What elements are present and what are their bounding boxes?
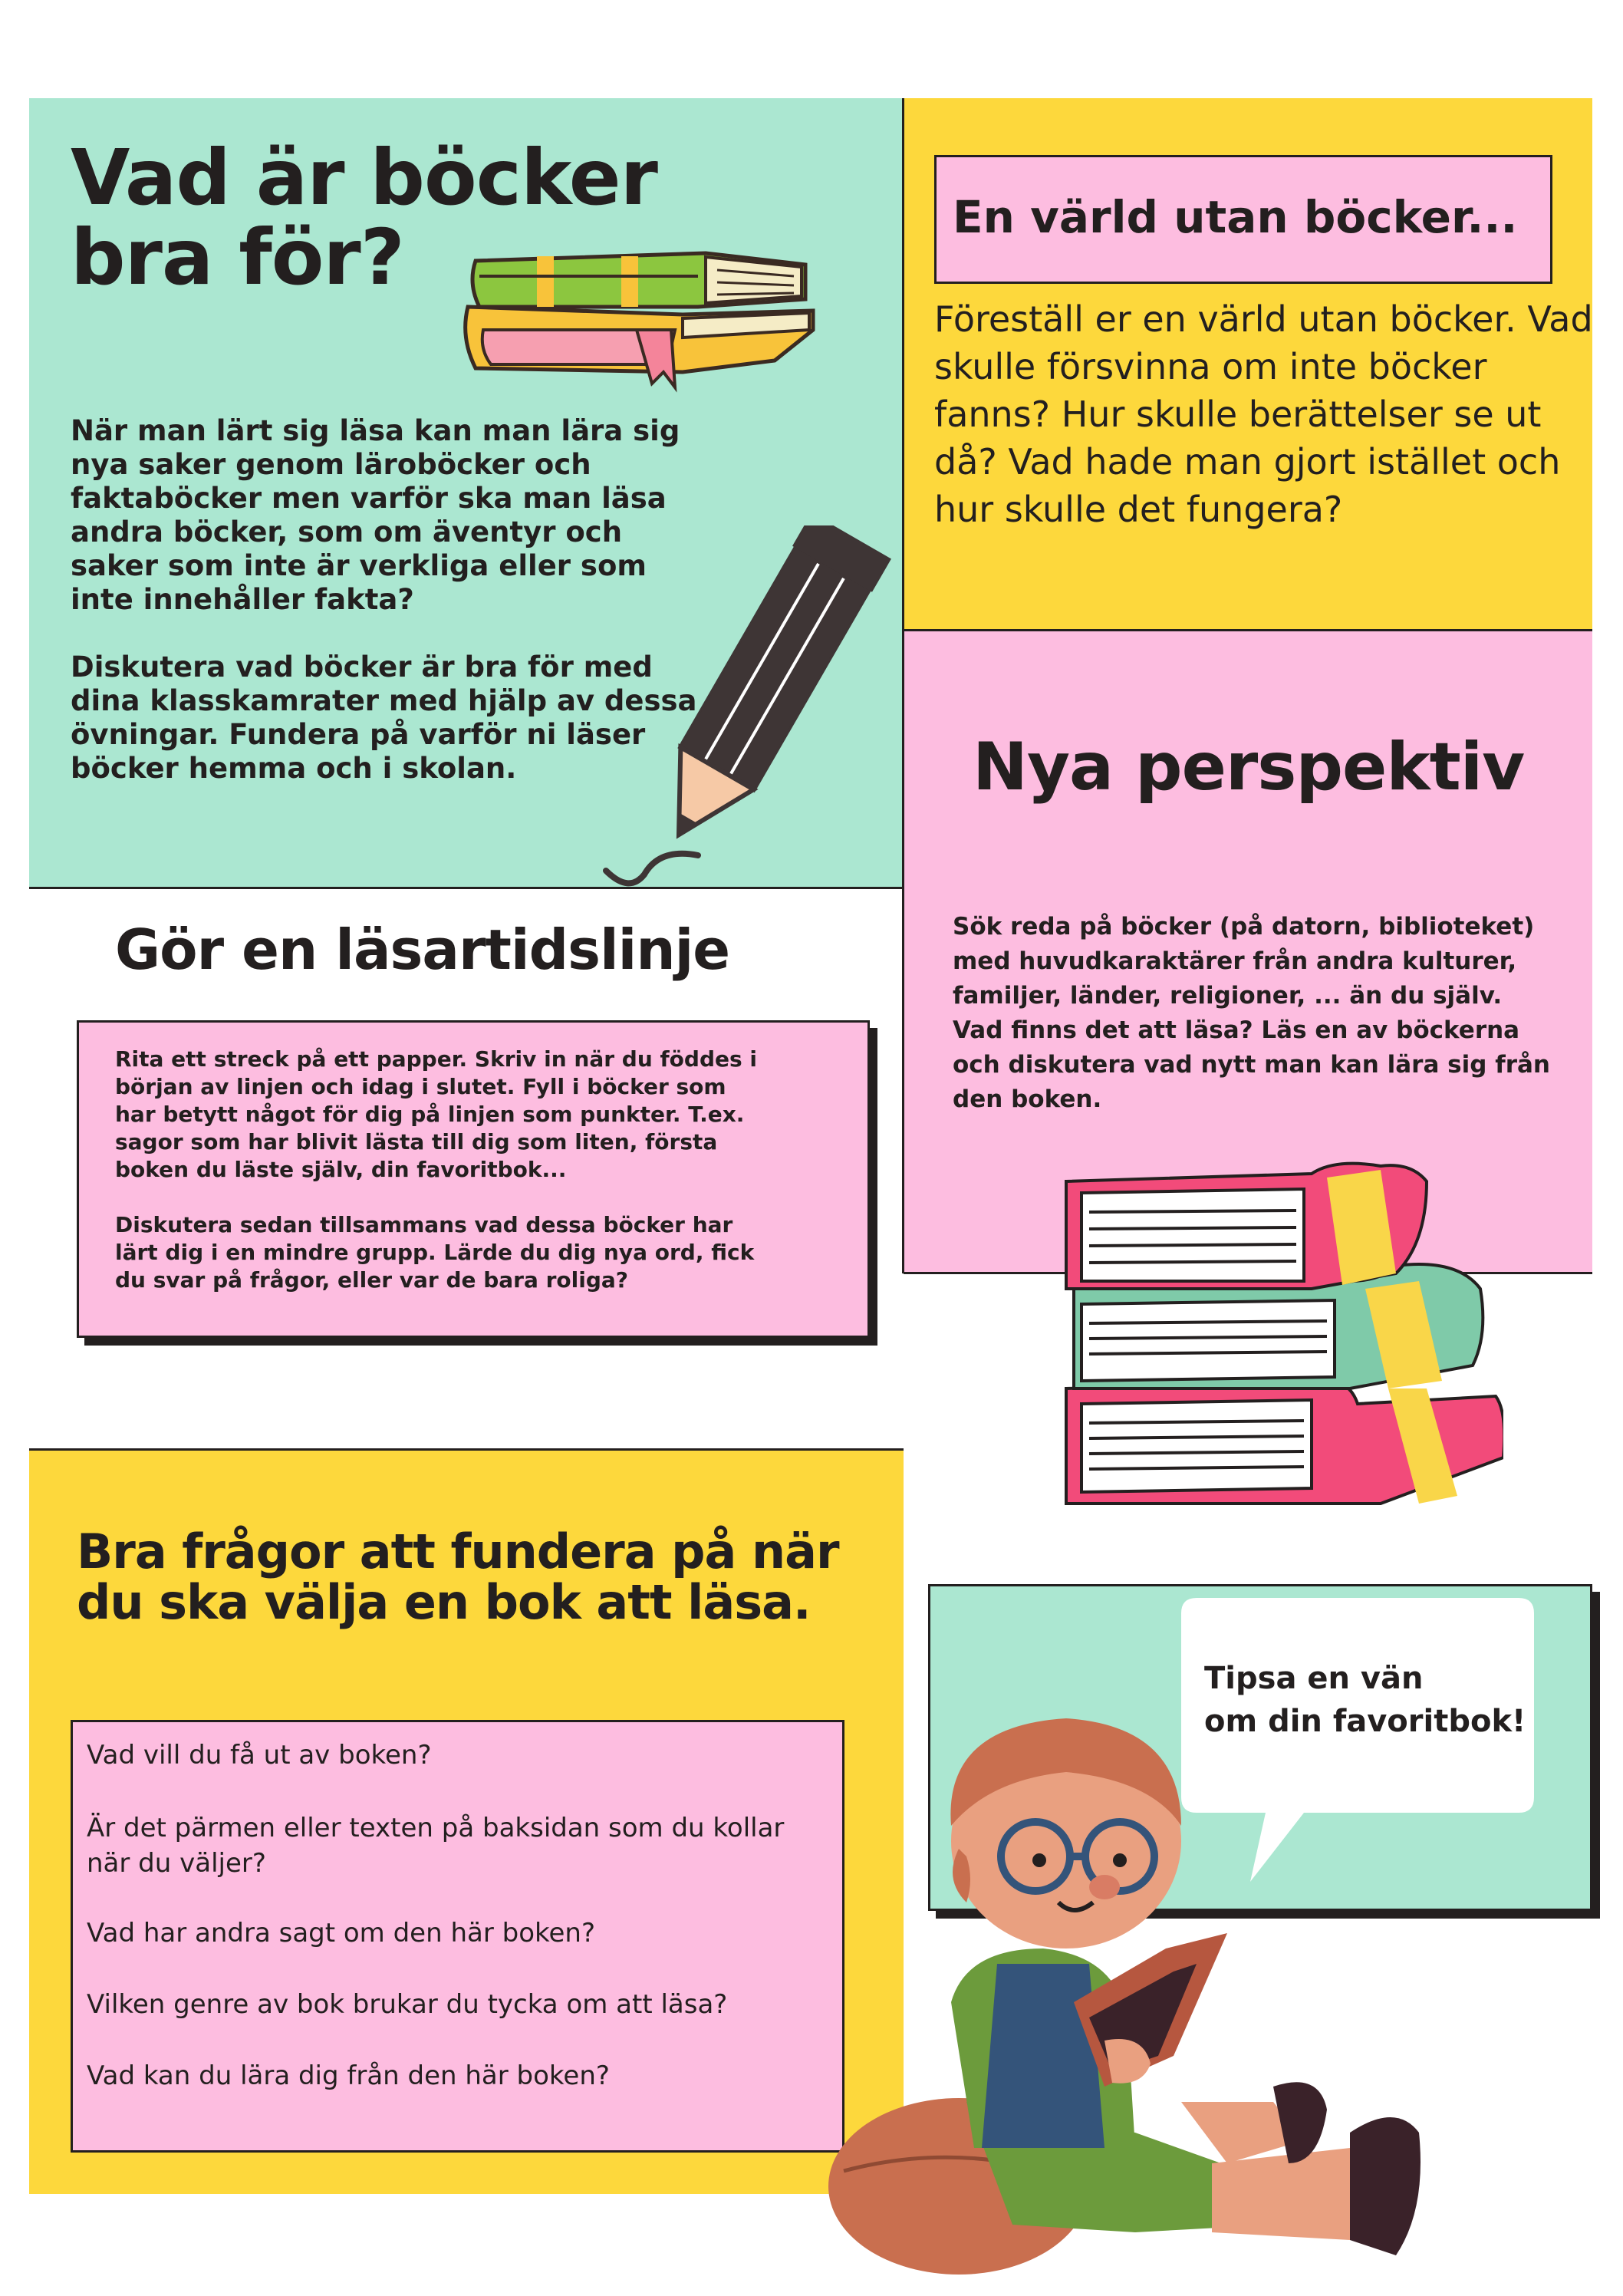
- what-body: När man lärt sig läsa kan man lära sig nya saker genom läroböcker och faktaböcker men varför ska man läsa andra böcker, som om äventyr och saker som inte är verkliga eller som inte innehåller fakta? Diskutera vad böcker är bra för med dina klasskamrater med hjälp av dessa övningar. Fundera på varför ni läser böcker hemma och i skolan.: [71, 414, 697, 785]
- world-title: En värld utan böcker...: [953, 191, 1518, 243]
- questions-title: Bra frågor att fundera på när du ska välja en bok att läsa.: [77, 1524, 839, 1630]
- perspective-body: Sök reda på böcker (på datorn, biblioteket) med huvudkaraktärer från andra kulturer, familjer, länder, religioner, ... än du själv. Vad finns det att läsa? Läs en av böckerna och diskutera vad nytt man kan lära sig från den boken.: [953, 913, 1550, 1113]
- speech-text: Tipsa en vän om din favoritbok!: [1204, 1661, 1526, 1739]
- pencil-icon: [591, 525, 920, 894]
- question-item: Vad har andra sagt om den här boken?: [87, 1918, 595, 1948]
- timeline-body: Rita ett streck på ett papper. Skriv in när du föddes i början av linjen och idag i slutet. Fyll i böcker som har betytt något för dig på linjen som punkter. T.ex. sagor som har blivit lästa till dig som liten, första boken du läste själv, din favoritbok... Diskutera sedan tillsammans vad dessa böcker har lärt dig i en mindre grupp. Lärde du dig nya ord, fick du svar på frågor, eller var de bara roliga?: [115, 1046, 758, 1293]
- divider-line: [904, 629, 1592, 631]
- book-stack-icon: [453, 222, 821, 399]
- colorful-books-icon: [1058, 1158, 1503, 1511]
- divider-line: [29, 1448, 904, 1451]
- question-item: Vad vill du få ut av boken?: [87, 1740, 432, 1771]
- question-item: Vilken genre av bok brukar du tycka om att läsa?: [87, 1989, 728, 2020]
- timeline-title: Gör en läsartidslinje: [115, 917, 730, 982]
- question-item: Vad kan du lära dig från den här boken?: [87, 2060, 610, 2091]
- perspective-title: Nya perspektiv: [973, 729, 1525, 805]
- world-body: Föreställ er en värld utan böcker. Vad skulle försvinna om inte böcker fanns? Hur skulle berättelser se ut då? Vad hade man gjort istället och hur skulle det fungera?: [934, 298, 1593, 530]
- questions-box: [71, 1720, 844, 2153]
- what-title: Vad är böcker bra för?: [71, 133, 657, 302]
- question-item: Är det pärmen eller texten på baksidan som du kollar när du väljer?: [87, 1813, 785, 1879]
- reading-boy-illustration: [813, 1672, 1442, 2286]
